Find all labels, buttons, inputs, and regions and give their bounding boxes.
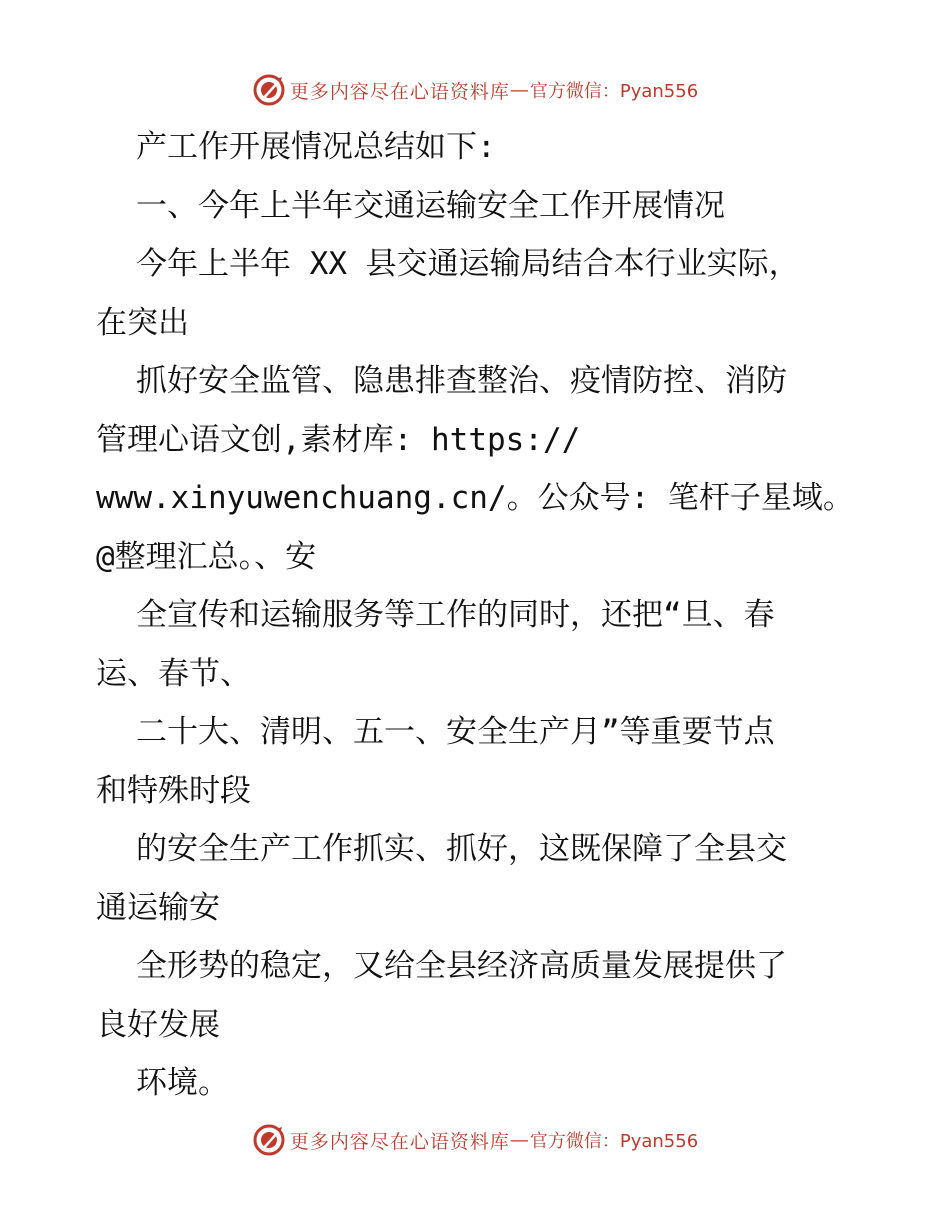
paragraph-line: 产工作开展情况总结如下: bbox=[136, 129, 496, 165]
paragraph-line: 全形势的稳定，又给全县经济高质量发展提供了 bbox=[136, 948, 787, 984]
document-body bbox=[96, 118, 856, 1113]
paragraph-line: @整理汇总。、安 bbox=[96, 538, 317, 575]
banner-brand: 更多内容尽在心语资料库 bbox=[289, 80, 510, 103]
header-banner bbox=[0, 70, 950, 110]
paragraph-line: 今年上半年 XX 县交通运输局结合本行业实际， bbox=[136, 246, 800, 282]
banner-wechat: 官方微信：Pyan556 bbox=[529, 81, 699, 102]
red-pen-seal-icon bbox=[252, 1123, 286, 1157]
paragraph-line: 二十大、清明、五一、安全生产月”等重要节点 bbox=[136, 714, 775, 750]
banner-separator: — bbox=[509, 79, 530, 101]
paragraph-line: 在突出 bbox=[96, 304, 189, 341]
paragraph-line: 通运输安 bbox=[96, 889, 220, 926]
banner-brand: 更多内容尽在心语资料库 bbox=[289, 1130, 510, 1153]
paragraph-line: 运、春节、 bbox=[96, 655, 251, 692]
footer-banner bbox=[0, 1120, 950, 1160]
banner-separator: — bbox=[509, 1129, 530, 1151]
paragraph-line: www.xinyuwenchuang.cn/。公众号: 笔杆子星域。 bbox=[96, 480, 854, 516]
paragraph-line: 抓好安全监管、隐患排查整治、疫情防控、消防 bbox=[136, 363, 787, 399]
section-heading: 一、今年上半年交通运输安全工作开展情况 bbox=[136, 187, 725, 224]
paragraph-line: 的安全生产工作抓实、抓好，这既保障了全县交 bbox=[136, 831, 787, 867]
paragraph-line: 环境。 bbox=[136, 1065, 229, 1101]
paragraph-line: 和特殊时段 bbox=[96, 772, 251, 809]
paragraph-line: 全宣传和运输服务等工作的同时，还把“旦、春 bbox=[136, 597, 775, 633]
red-pen-seal-icon bbox=[252, 73, 286, 107]
banner-wechat: 官方微信：Pyan556 bbox=[529, 1131, 699, 1152]
paragraph-line: 管理心语文创,素材库: https:// bbox=[96, 421, 581, 458]
paragraph-line: 良好发展 bbox=[96, 1006, 220, 1043]
